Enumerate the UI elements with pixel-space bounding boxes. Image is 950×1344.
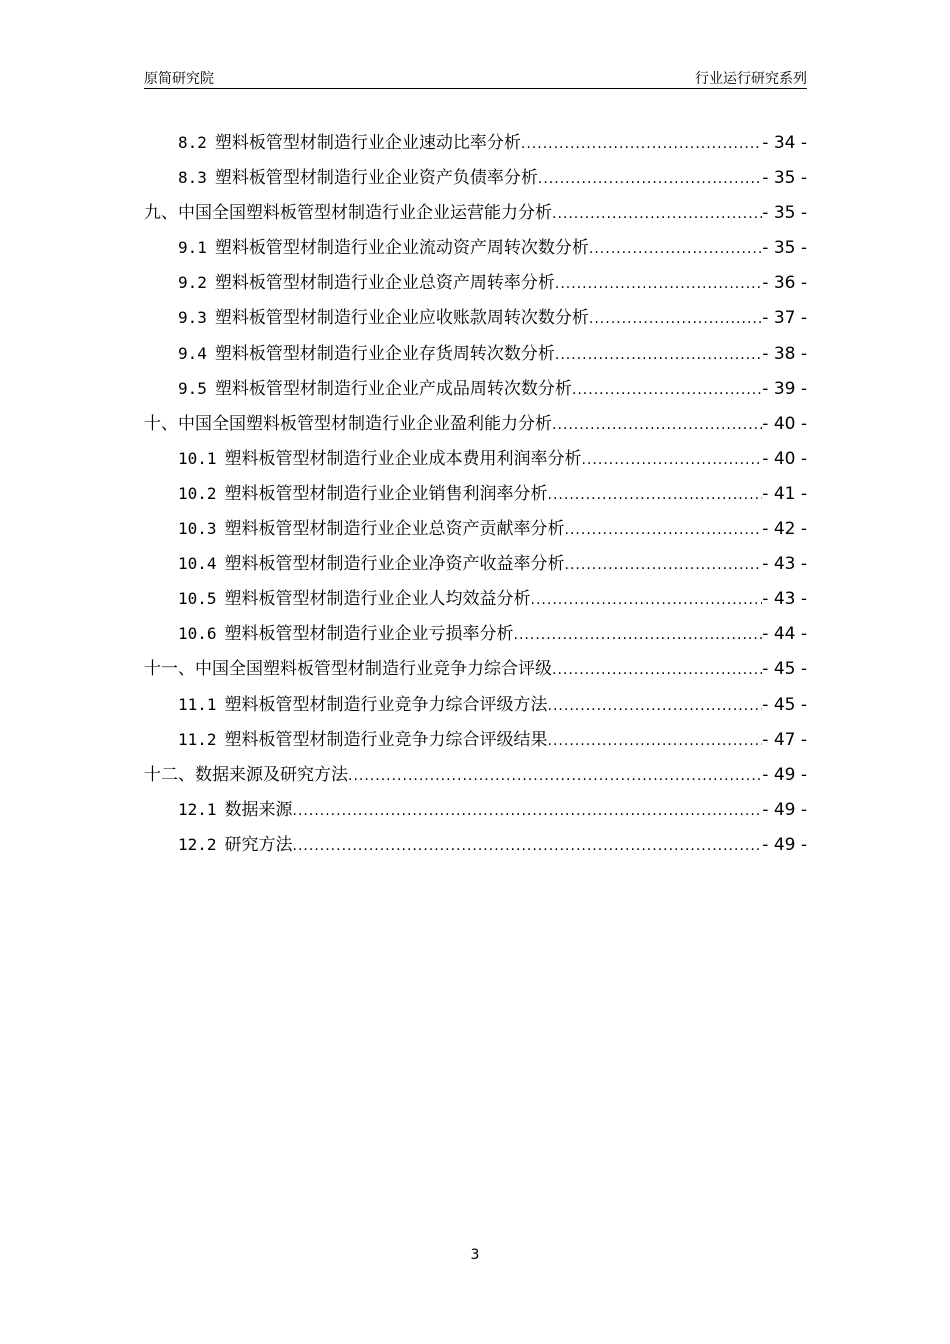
toc-entry-title: 十、中国全国塑料板管型材制造行业企业盈利能力分析 xyxy=(144,413,552,434)
toc-entry-number: 10.3 xyxy=(178,519,217,539)
toc-entry-8-3[interactable] xyxy=(144,163,807,198)
toc-entry-number: 9.3 xyxy=(178,308,207,328)
toc-dot-leader xyxy=(565,557,763,573)
toc-entry-12-1[interactable] xyxy=(144,795,807,830)
toc-entry-9-3[interactable] xyxy=(144,303,807,338)
toc-entry-page: - 40 - xyxy=(762,448,807,469)
toc-entry-text: 塑料板管型材制造行业企业人均效益分析 xyxy=(224,589,531,610)
toc-entry-title xyxy=(178,690,548,715)
toc-entry-title xyxy=(178,163,538,188)
toc-entry-title xyxy=(178,549,565,574)
toc-entry-number: 9.4 xyxy=(178,343,207,363)
toc-entry-11-2[interactable] xyxy=(144,725,807,760)
toc-entry-10-3[interactable] xyxy=(144,514,807,549)
toc-entry-text: 塑料板管型材制造行业企业流动资产周转次数分析 xyxy=(214,238,589,259)
toc-dot-leader xyxy=(572,382,762,398)
toc-entry-number: 11.1 xyxy=(178,694,217,714)
toc-dot-leader xyxy=(521,136,762,152)
toc-entry-title xyxy=(178,339,555,364)
toc-entry-page: - 37 - xyxy=(762,308,807,329)
toc-entry-text: 塑料板管型材制造行业竞争力综合评级方法 xyxy=(224,694,548,715)
toc-entry-9-4[interactable] xyxy=(144,339,807,374)
toc-dot-leader xyxy=(565,522,763,538)
toc-entry-text: 塑料板管型材制造行业企业总资产周转率分析 xyxy=(214,273,555,294)
toc-entry-number: 11.2 xyxy=(178,729,217,749)
toc-entry-page: - 41 - xyxy=(762,483,807,504)
toc-entry-page: - 44 - xyxy=(762,624,807,645)
toc-entry-10-1[interactable] xyxy=(144,444,807,479)
header-series: 行业运行研究系列 xyxy=(695,71,807,87)
toc-entry-number: 10.6 xyxy=(178,624,217,644)
toc-entry-10-4[interactable] xyxy=(144,549,807,584)
toc-entry-chapter-10[interactable] xyxy=(144,409,807,444)
toc-entry-title xyxy=(178,479,548,504)
toc-entry-page: - 45 - xyxy=(762,659,807,680)
toc-entry-number: 10.1 xyxy=(178,448,217,468)
toc-dot-leader xyxy=(589,241,762,257)
toc-entry-chapter-11[interactable] xyxy=(144,654,807,689)
toc-entry-title xyxy=(178,233,589,258)
toc-entry-text: 塑料板管型材制造行业企业存货周转次数分析 xyxy=(214,343,555,364)
toc-entry-page: - 43 - xyxy=(762,589,807,610)
toc-entry-title xyxy=(178,303,589,328)
toc-entry-text: 塑料板管型材制造行业企业总资产贡献率分析 xyxy=(224,519,565,540)
toc-entry-10-2[interactable] xyxy=(144,479,807,514)
toc-entry-title xyxy=(178,584,531,609)
toc-entry-text: 塑料板管型材制造行业竞争力综合评级结果 xyxy=(224,729,548,750)
toc-entry-title: 十一、中国全国塑料板管型材制造行业竞争力综合评级 xyxy=(144,659,552,680)
toc-entry-text: 塑料板管型材制造行业企业资产负债率分析 xyxy=(214,168,538,189)
toc-entry-number: 12.1 xyxy=(178,799,217,819)
table-of-contents xyxy=(144,128,807,865)
toc-dot-leader xyxy=(531,592,763,608)
toc-entry-10-5[interactable] xyxy=(144,584,807,619)
toc-entry-page: - 35 - xyxy=(762,203,807,224)
toc-entry-title xyxy=(178,725,548,750)
toc-entry-title xyxy=(178,619,514,644)
toc-entry-9-5[interactable] xyxy=(144,374,807,409)
toc-dot-leader xyxy=(552,662,762,678)
toc-entry-chapter-12[interactable] xyxy=(144,760,807,795)
toc-entry-number: 8.2 xyxy=(178,133,207,152)
toc-entry-11-1[interactable] xyxy=(144,690,807,725)
page-number: 3 xyxy=(470,1247,480,1263)
toc-dot-leader xyxy=(548,733,763,749)
toc-dot-leader xyxy=(514,627,763,643)
toc-dot-leader xyxy=(293,803,763,819)
toc-entry-title xyxy=(178,128,521,153)
toc-entry-number: 9.5 xyxy=(178,378,207,398)
toc-entry-text: 塑料板管型材制造行业企业产成品周转次数分析 xyxy=(214,378,572,399)
toc-entry-page: - 36 - xyxy=(762,273,807,294)
toc-entry-title xyxy=(178,444,582,469)
toc-entry-8-2[interactable] xyxy=(144,128,807,163)
header-publisher: 原简研究院 xyxy=(144,71,214,87)
toc-entry-title xyxy=(178,268,555,293)
toc-dot-leader xyxy=(552,206,762,222)
toc-entry-page: - 49 - xyxy=(762,799,807,820)
toc-dot-leader xyxy=(538,171,762,187)
toc-entry-9-2[interactable] xyxy=(144,268,807,303)
toc-dot-leader xyxy=(582,452,763,468)
page-header xyxy=(144,66,807,89)
toc-entry-page: - 42 - xyxy=(762,519,807,540)
toc-entry-text: 数据来源 xyxy=(224,799,293,820)
toc-entry-page: - 49 - xyxy=(762,834,807,855)
toc-entry-page: - 35 - xyxy=(762,168,807,189)
toc-entry-page: - 47 - xyxy=(762,729,807,750)
toc-entry-title: 九、中国全国塑料板管型材制造行业企业运营能力分析 xyxy=(144,203,552,224)
toc-entry-page: - 40 - xyxy=(762,413,807,434)
toc-entry-12-2[interactable] xyxy=(144,830,807,865)
toc-entry-text: 塑料板管型材制造行业企业应收账款周转次数分析 xyxy=(214,308,589,329)
toc-entry-text: 塑料板管型材制造行业企业速动比率分析 xyxy=(214,133,521,153)
toc-entry-chapter-9[interactable] xyxy=(144,198,807,233)
toc-entry-title xyxy=(178,830,293,855)
toc-entry-number: 10.2 xyxy=(178,483,217,503)
toc-entry-page: - 49 - xyxy=(762,764,807,785)
toc-entry-page: - 38 - xyxy=(762,343,807,364)
toc-entry-page: - 34 - xyxy=(762,133,807,153)
toc-dot-leader xyxy=(548,698,763,714)
toc-entry-text: 研究方法 xyxy=(224,834,293,855)
toc-dot-leader xyxy=(555,347,762,363)
toc-entry-number: 10.4 xyxy=(178,554,217,574)
toc-dot-leader xyxy=(348,768,762,784)
toc-entry-title: 十二、数据来源及研究方法 xyxy=(144,764,348,785)
toc-entry-number: 9.1 xyxy=(178,238,207,258)
toc-entry-number: 10.5 xyxy=(178,589,217,609)
toc-entry-title xyxy=(178,374,572,399)
toc-dot-leader xyxy=(555,276,762,292)
toc-dot-leader xyxy=(589,311,762,327)
toc-dot-leader xyxy=(548,487,763,503)
toc-entry-text: 塑料板管型材制造行业企业净资产收益率分析 xyxy=(224,554,565,575)
toc-dot-leader xyxy=(552,417,762,433)
toc-entry-page: - 45 - xyxy=(762,694,807,715)
toc-entry-9-1[interactable] xyxy=(144,233,807,268)
toc-entry-page: - 39 - xyxy=(762,378,807,399)
toc-entry-title xyxy=(178,795,293,820)
toc-entry-10-6[interactable] xyxy=(144,619,807,654)
toc-entry-text: 塑料板管型材制造行业企业亏损率分析 xyxy=(224,624,514,645)
toc-entry-text: 塑料板管型材制造行业企业成本费用利润率分析 xyxy=(224,448,582,469)
toc-entry-number: 8.3 xyxy=(178,168,207,188)
toc-entry-page: - 43 - xyxy=(762,554,807,575)
toc-entry-title xyxy=(178,514,565,539)
toc-entry-number: 9.2 xyxy=(178,273,207,293)
toc-entry-text: 塑料板管型材制造行业企业销售利润率分析 xyxy=(224,483,548,504)
toc-entry-page: - 35 - xyxy=(762,238,807,259)
toc-dot-leader xyxy=(293,838,763,854)
toc-entry-number: 12.2 xyxy=(178,834,217,854)
